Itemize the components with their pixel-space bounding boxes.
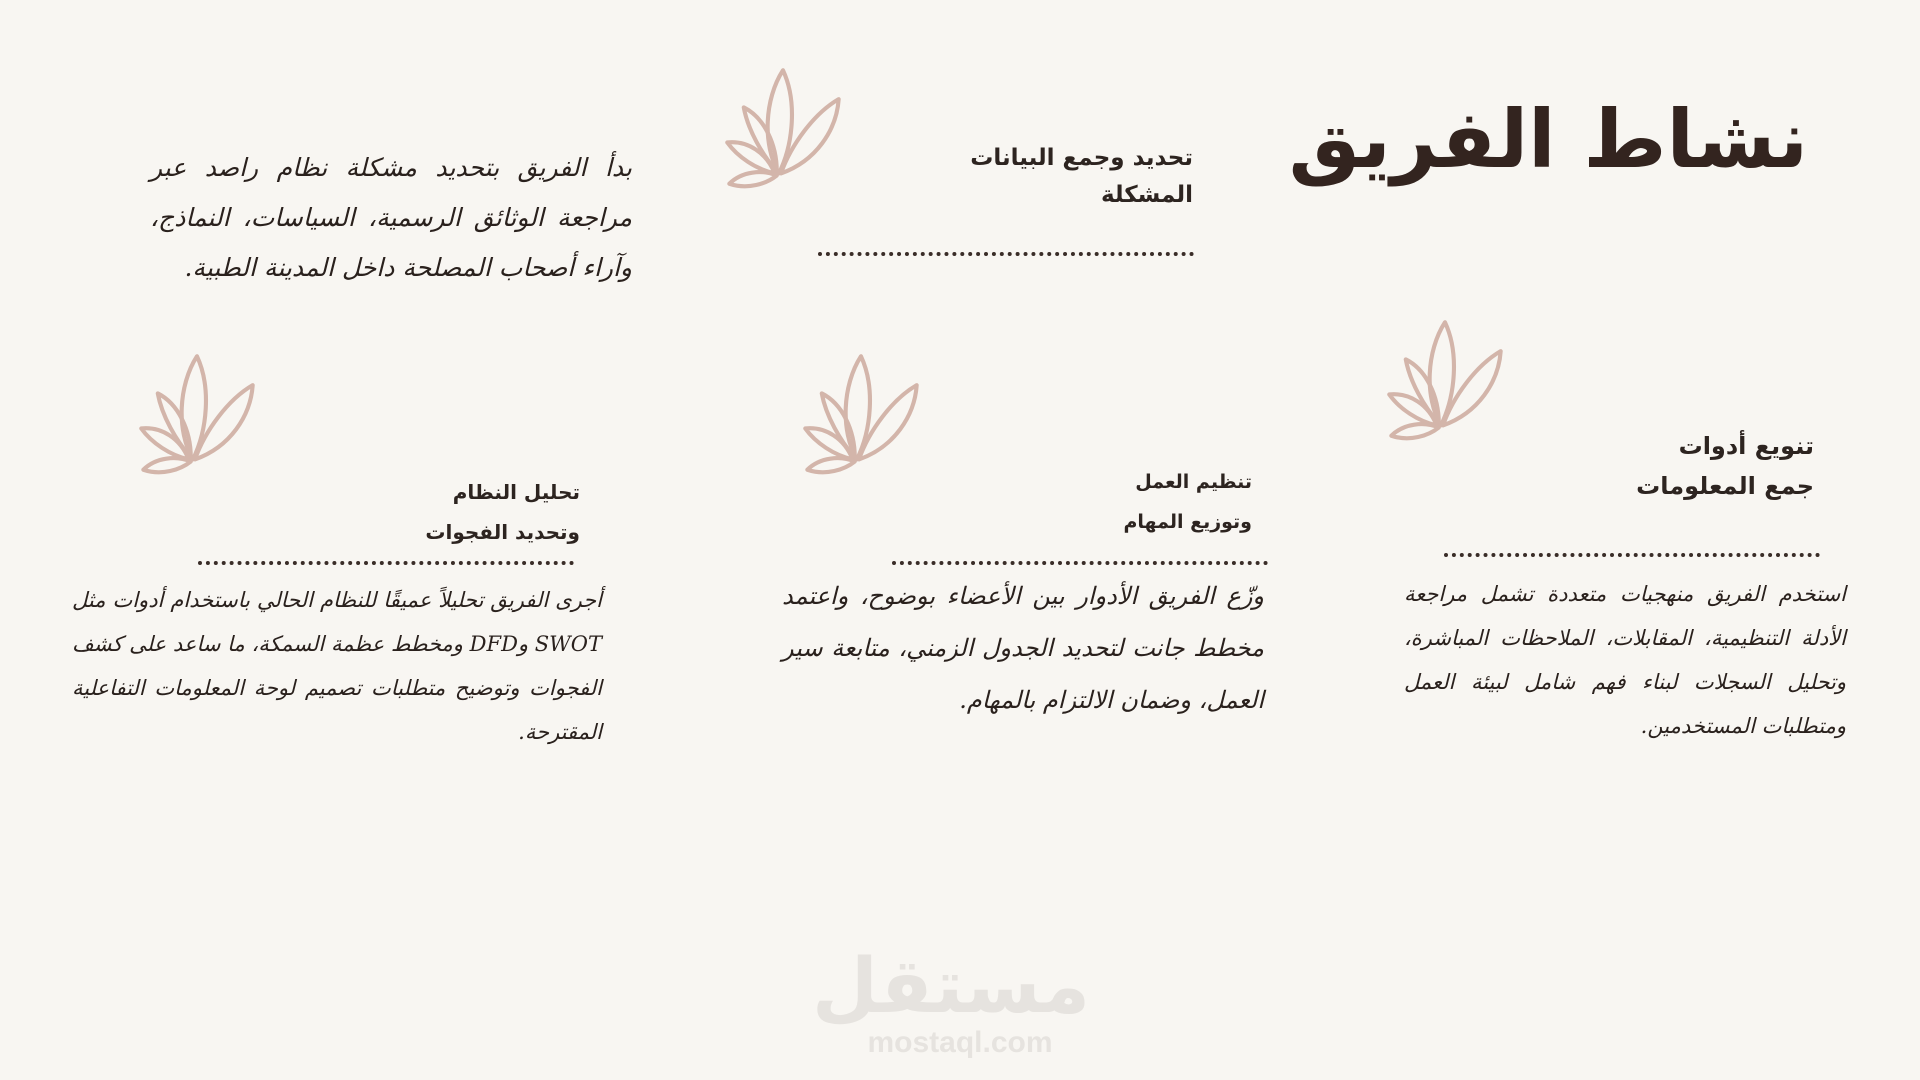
section-body-organization: وزّع الفريق الأدوار بين الأعضاء بوضوح، واعتمد مخطط جانت لتحديد الجدول الزمني، متابعة سير العمل، وضمان الالتزام بالمهام. <box>782 582 1264 714</box>
divider <box>892 561 1268 565</box>
section-heading-analysis <box>425 472 580 552</box>
watermark <box>812 941 1090 1059</box>
section-heading-tools <box>1636 426 1814 506</box>
page-title: نشاط الفريق <box>1288 93 1808 186</box>
section-heading-line: تنظيم العمل <box>1135 471 1252 493</box>
section-body-problem: بدأ الفريق بتحديد مشكلة نظام راصد عبر مراجعة الوثائق الرسمية، السياسات، النماذج، وآراء أصحاب المصلحة داخل المدينة الطبية. <box>150 153 632 282</box>
section-heading-line: تنويع أدوات <box>1678 432 1814 460</box>
section-heading-line: تحليل النظام <box>452 480 580 504</box>
section-body-tools: استخدم الفريق منهجيات متعددة تشمل مراجعة الأدلة التنظيمية، المقابلات، الملاحظات المباشرة، وتحليل السجلات لبناء فهم شامل لبيئة العمل ومتطلبات المستخدمين. <box>1404 582 1846 738</box>
section-heading-organization <box>1123 462 1252 542</box>
leaf-icon <box>722 62 846 192</box>
section-heading-line: المشكلة <box>1100 182 1193 208</box>
section-heading-line: تحديد وجمع البيانات <box>970 145 1193 171</box>
section-heading-line: وتحديد الفجوات <box>425 520 580 544</box>
divider <box>818 252 1194 256</box>
divider <box>1444 553 1820 557</box>
section-heading-line: جمع المعلومات <box>1636 472 1814 500</box>
watermark-arabic: مستقل <box>812 941 1090 1030</box>
divider <box>198 561 574 565</box>
section-heading-problem <box>970 140 1193 214</box>
leaf-icon <box>800 348 924 478</box>
watermark-latin: mostaql.com <box>867 1026 1053 1059</box>
section-heading-line: وتوزيع المهام <box>1123 511 1252 533</box>
leaf-icon <box>1384 314 1508 444</box>
leaf-icon <box>136 348 260 478</box>
section-body-analysis: أجرى الفريق تحليلاً عميقًا للنظام الحالي باستخدام أدوات مثل SWOT وDFD ومخطط عظمة السمكة، ما ساعد على كشف الفجوات وتوضيح متطلبات تصميم لوحة المعلومات التفاعلية المقترحة. <box>72 588 602 744</box>
